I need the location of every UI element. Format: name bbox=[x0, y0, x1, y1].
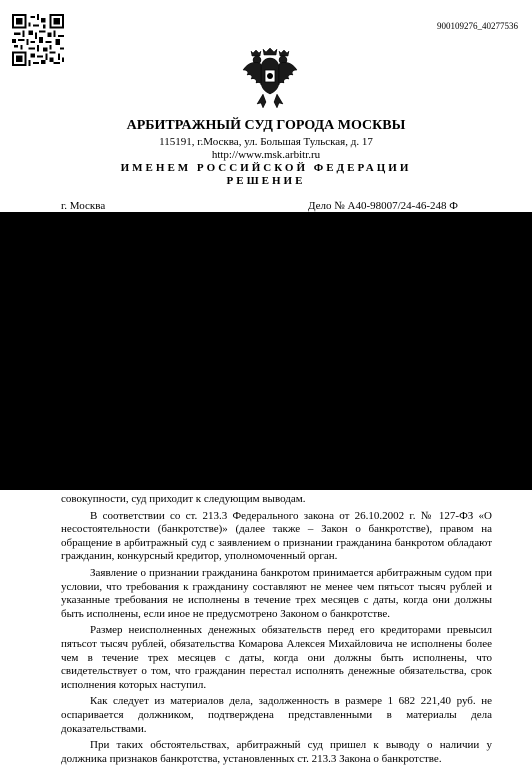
coat-of-arms-emblem bbox=[241, 46, 299, 110]
case-number: Дело № А40-98007/24-46-248 Ф bbox=[308, 200, 458, 212]
paragraph: совокупности, суд приходит к следующим выводам. bbox=[61, 493, 306, 505]
decision-body bbox=[61, 493, 492, 769]
city-label: г. Москва bbox=[61, 200, 106, 212]
court-website: http://www.msk.arbitr.ru bbox=[211, 149, 321, 161]
document-id: 900109276_40277536 bbox=[437, 21, 518, 31]
redacted-block bbox=[0, 212, 532, 490]
court-name: АРБИТРАЖНЫЙ СУД ГОРОДА МОСКВЫ bbox=[126, 118, 406, 133]
paragraph: Как следует из материалов дела, задолженность в размере 1 682 221,40 руб. не оспаривается должником, подтверждена представленными в материалы дела доказательствами. bbox=[61, 695, 492, 735]
decision-heading: РЕШЕНИЕ bbox=[226, 175, 306, 187]
qr-code bbox=[12, 14, 64, 66]
court-address: 115191, г.Москва, ул. Большая Тульская, д. 17 bbox=[159, 136, 373, 148]
paragraph: В соответствии со ст. 213.3 Федерального закона от 26.10.2002 г. № 127-ФЗ «О несостоятельности (банкротстве)» (далее также – Закон о банкротстве), правом на обращение в арбитражный суд с заявлением о признании гражданина банкротом обладают гражданин, конкурсный кредитор, уполномоченный орган. bbox=[61, 509, 492, 563]
paragraph: При таких обстоятельствах, арбитражный суд пришел к выводу о наличии у должника признаков банкротства, установленных ст. 213.3 Закона о банкротстве. bbox=[61, 739, 492, 765]
paragraph: Заявление о признании гражданина банкротом принимается арбитражным судом при условии, что требования к гражданину составляют не менее чем пятьсот тысяч рублей и указанные требования не исполнены в течение трех месяцев с даты, когда они должны быть исполнены, если иное не предусмотрено Законом о банкротстве. bbox=[61, 566, 492, 620]
paragraph: Размер неисполненных денежных обязательств перед его кредиторами превысил пятьсот тысяч рублей, обязательства Комарова Алексея Михайловича не исполнены более чем в течение трех месяцев с даты, когда они должны быть исполнены, что свидетельствует о том, что гражданин перестал исполнять денежные обязательства, срок исполнения которых наступил. bbox=[61, 624, 492, 691]
on-behalf-of-heading: ИМЕНЕМ РОССИЙСКОЙ ФЕДЕРАЦИИ bbox=[120, 162, 412, 174]
